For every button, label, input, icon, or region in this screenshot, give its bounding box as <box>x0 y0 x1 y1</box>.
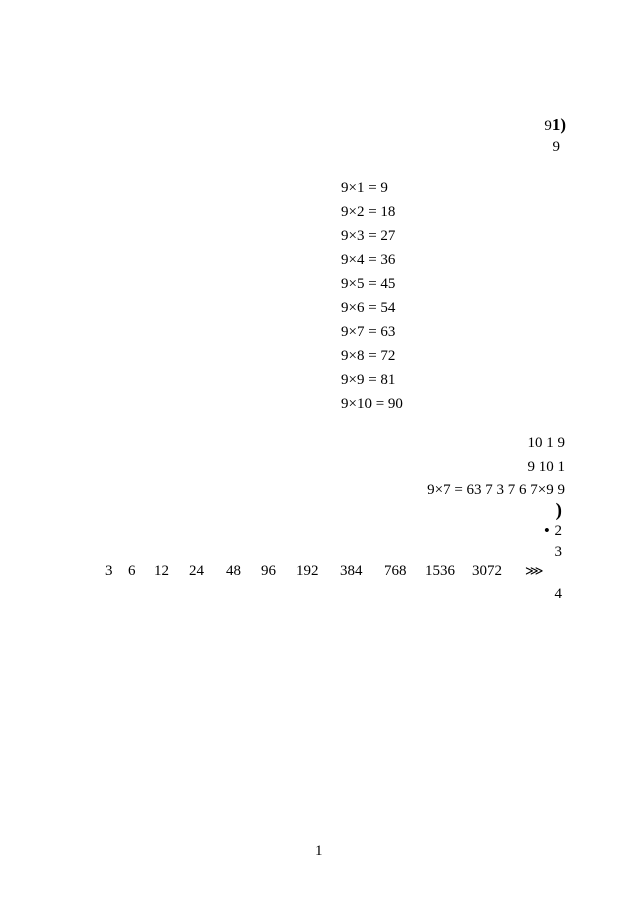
sequence-item: 6 <box>128 563 136 579</box>
heading-subline: 9 <box>552 139 560 155</box>
note-marker: ) <box>555 500 562 521</box>
table-row: 9×10 = 90 <box>341 396 403 412</box>
sequence-item: 48 <box>226 563 241 579</box>
sequence-item: 384 <box>340 563 363 579</box>
table-row: 9×8 = 72 <box>341 348 396 364</box>
table-row: 9×6 = 54 <box>341 300 396 316</box>
sequence-item: 3 <box>105 563 113 579</box>
table-row: 9×7 = 63 <box>341 324 396 340</box>
sequence-item: 192 <box>296 563 319 579</box>
sequence-item: 768 <box>384 563 407 579</box>
continuation-glyph: ⋙ <box>525 563 544 578</box>
page-number: 1 <box>315 843 323 859</box>
table-row: 9×5 = 45 <box>341 276 396 292</box>
table-row: 9×2 = 18 <box>341 204 396 220</box>
bullet-dot: • <box>544 523 550 539</box>
sequence-item: 24 <box>189 563 204 579</box>
note-line: 4 <box>554 586 562 602</box>
note-line: 3 <box>554 544 562 560</box>
heading-marker: 1) <box>551 115 566 134</box>
note-line: 9×7 = 63 7 3 7 6 7×9 9 <box>427 482 565 498</box>
section-heading <box>544 116 566 135</box>
number-sequence <box>0 562 638 582</box>
note-line: 9 10 1 <box>527 459 565 475</box>
table-row: 9×9 = 81 <box>341 372 396 388</box>
sequence-item: 3072 <box>472 563 502 579</box>
note-bullet-line <box>544 522 562 540</box>
sequence-item: 12 <box>154 563 169 579</box>
table-row: 9×1 = 9 <box>341 180 388 196</box>
note-number: 2 <box>554 523 562 539</box>
sequence-item: 96 <box>261 563 276 579</box>
heading-number: 9 <box>544 118 552 134</box>
sequence-item: 1536 <box>425 563 455 579</box>
multiplication-table <box>341 179 461 419</box>
note-line: 10 1 9 <box>527 435 565 451</box>
table-row: 9×3 = 27 <box>341 228 396 244</box>
table-row: 9×4 = 36 <box>341 252 396 268</box>
